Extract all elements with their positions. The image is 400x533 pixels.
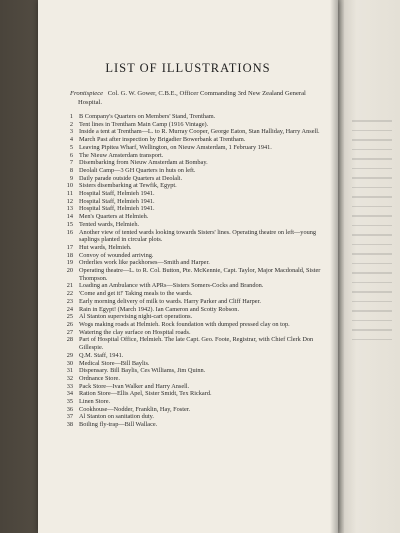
list-item-number: 18 bbox=[66, 251, 73, 259]
list-item-text: Ration Store—Ellis Apel, Sister Smidt, Tex Rickard. bbox=[79, 390, 212, 398]
list-item-number: 35 bbox=[66, 398, 73, 406]
list-item-number: 34 bbox=[66, 390, 73, 398]
list-item-number: 20 bbox=[66, 267, 73, 275]
list-item bbox=[62, 406, 324, 414]
list-item-text: Hut wards, Helmieh. bbox=[79, 243, 132, 251]
list-item bbox=[62, 205, 324, 213]
list-item-text: Linen Store. bbox=[79, 398, 111, 406]
list-item bbox=[62, 290, 324, 298]
list-item-number: 31 bbox=[66, 367, 73, 375]
list-item-number: 2 bbox=[69, 120, 73, 128]
list-item bbox=[62, 121, 324, 129]
list-item-number: 21 bbox=[66, 282, 73, 290]
list-item-number: 19 bbox=[66, 259, 73, 267]
list-item-text: Operating theatre—L. to R. Col. Button, Pte. McKennie, Capt. Taylor, Major Macdonald, Sister Thompson. bbox=[79, 267, 321, 282]
list-item-text: Loading an Ambulance with APRs—Sisters Somers-Cocks and Brandon. bbox=[79, 282, 264, 290]
list-item bbox=[62, 298, 324, 306]
frontispiece-label: Frontispiece bbox=[70, 90, 104, 97]
list-item-number: 33 bbox=[66, 382, 73, 390]
frontispiece-entry bbox=[70, 89, 323, 107]
list-item-number: 12 bbox=[66, 197, 73, 205]
list-item bbox=[62, 175, 324, 183]
list-item-text: March Past after inspection by Brigadier Bowerbank at Trentham. bbox=[79, 136, 246, 144]
list-item-number: 7 bbox=[69, 159, 73, 167]
list-item bbox=[62, 383, 324, 391]
list-item-number: 36 bbox=[66, 405, 73, 413]
list-item-text: Inside a tent at Trentham—L. to R. Murray Cooper, George Eaton, Stan Halliday, Harry Ansell. bbox=[79, 128, 320, 136]
list-item-number: 25 bbox=[66, 313, 73, 321]
list-item-text: Medical Store—Bill Baylis. bbox=[79, 359, 150, 367]
list-item-text: Part of Hospital Office, Helmieh. The late Capt. Geo. Foote, Registrar, with Chief Clerk Don Gillespie. bbox=[79, 336, 314, 352]
list-item bbox=[62, 144, 324, 152]
list-item bbox=[62, 113, 324, 121]
list-item-number: 24 bbox=[66, 305, 73, 313]
list-item-number: 27 bbox=[66, 328, 73, 336]
page-title: LIST OF ILLUSTRATIONS bbox=[105, 61, 271, 75]
list-item bbox=[62, 421, 324, 429]
list-item-number: 11 bbox=[66, 190, 73, 198]
list-item-number: 16 bbox=[66, 228, 73, 236]
list-item-text: Early morning delivery of milk to wards. Harry Parker and Cliff Harper. bbox=[79, 297, 261, 305]
list-item bbox=[62, 282, 324, 290]
page-gutter bbox=[330, 0, 344, 533]
list-item bbox=[62, 390, 324, 398]
list-item-text: Tented wards, Helmieh. bbox=[79, 220, 140, 228]
list-item-text: Watering the clay surface on Hospital roads. bbox=[79, 328, 191, 336]
list-item-text: Wogs making roads at Helmieh. Rock foundation with dumped pressed clay on top. bbox=[79, 320, 290, 328]
list-item-number: 26 bbox=[66, 320, 73, 328]
list-item-text: Al Stanton on sanitation duty. bbox=[79, 413, 154, 421]
list-item-text: Deolali Camp—3 GH Quarters in huts on left. bbox=[79, 166, 196, 174]
bleed-through-text bbox=[352, 120, 392, 380]
list-item-number: 15 bbox=[66, 220, 73, 228]
list-item-text: Sisters disembarking at Tewfik, Egypt. bbox=[79, 182, 177, 190]
list-item bbox=[62, 182, 324, 190]
list-item bbox=[62, 229, 324, 244]
illustrations-list bbox=[62, 113, 324, 429]
list-item-number: 10 bbox=[66, 182, 73, 190]
list-item bbox=[62, 136, 324, 144]
list-item-text: Hospital Staff, Helmieh 1941. bbox=[79, 205, 155, 213]
list-item-number: 32 bbox=[66, 374, 73, 382]
list-item bbox=[62, 413, 324, 421]
list-item-text: Hospital Staff, Helmieh 1941. bbox=[79, 197, 155, 205]
list-item bbox=[62, 198, 324, 206]
list-item-number: 3 bbox=[69, 128, 73, 136]
list-item-text: Q.M. Staff, 1941. bbox=[79, 351, 124, 359]
list-item-number: 5 bbox=[69, 143, 73, 151]
list-item bbox=[62, 221, 324, 229]
list-item-text: Al Stanton supervising night-cart operations. bbox=[79, 313, 193, 321]
list-item-number: 17 bbox=[66, 243, 73, 251]
list-item-text: Another view of tented wards looking towards Sisters' lines. Operating theatre on left—young saplings planted in circular plots. bbox=[79, 228, 317, 244]
list-item-text: Rain in Egypt! (March 1942). Ian Cameron and Scotty Robson. bbox=[79, 305, 240, 313]
list-item-number: 22 bbox=[66, 290, 73, 298]
list-item-number: 30 bbox=[66, 359, 73, 367]
list-item-text: Men's Quarters at Helmieh. bbox=[79, 213, 149, 221]
list-item bbox=[62, 167, 324, 175]
list-item bbox=[62, 306, 324, 314]
list-item bbox=[62, 252, 324, 260]
list-item-number: 8 bbox=[69, 166, 73, 174]
list-item bbox=[62, 367, 324, 375]
list-item bbox=[62, 321, 324, 329]
list-item-text: Cookhouse—Nodder, Franklin, Hay, Foster. bbox=[79, 405, 191, 413]
list-item-text: Dispensary. Bill Baylis, Ces Williams, Jim Quinn. bbox=[79, 367, 206, 375]
list-item-number: 23 bbox=[66, 297, 73, 305]
list-item-text: 'Come and get it!' Taking meals to the wards. bbox=[79, 290, 193, 298]
list-item bbox=[62, 336, 324, 351]
list-item-text: B Company's Quarters on Members' Stand, Trentham. bbox=[79, 113, 216, 120]
list-item bbox=[62, 152, 324, 160]
list-item-text: Tent lines in Trentham Main Camp (1916 Vintage). bbox=[79, 120, 209, 128]
list-item bbox=[62, 267, 324, 282]
list-item-text: Disembarking from Nieuw Amsterdam at Bombay. bbox=[79, 159, 208, 167]
list-item bbox=[62, 159, 324, 167]
frontispiece-text: Col. G. W. Gower, C.B.E., Officer Commanding 3rd New Zealand General Hospital. bbox=[78, 90, 306, 106]
list-item-text: Daily parade outside Quarters at Deolali. bbox=[79, 174, 183, 182]
list-item bbox=[62, 360, 324, 368]
list-item-text: The Nieuw Amsterdam transport. bbox=[79, 151, 164, 159]
list-item bbox=[62, 398, 324, 406]
list-item-text: Ordnance Store. bbox=[79, 374, 120, 382]
list-item bbox=[62, 259, 324, 267]
list-item-number: 29 bbox=[66, 351, 73, 359]
list-item-number: 13 bbox=[66, 205, 73, 213]
list-item bbox=[62, 352, 324, 360]
list-item-text: Boiling fly-trap—Bill Wallace. bbox=[79, 421, 158, 429]
list-item-text: Pack Store—Ivan Walker and Harry Ansell. bbox=[79, 382, 190, 390]
list-item bbox=[62, 128, 324, 136]
list-item bbox=[62, 244, 324, 252]
list-item-number: 37 bbox=[66, 413, 73, 421]
list-item-text: Convoy of wounded arriving. bbox=[79, 251, 154, 259]
list-item bbox=[62, 213, 324, 221]
list-item bbox=[62, 313, 324, 321]
list-item-number: 9 bbox=[69, 174, 73, 182]
list-item-number: 28 bbox=[66, 336, 73, 344]
list-item-text: Orderlies work like packhorses—Smith and Harper. bbox=[79, 259, 210, 267]
list-item bbox=[62, 375, 324, 383]
list-item bbox=[62, 329, 324, 337]
list-item-text: Leaving Pipitea Wharf, Wellington, on Nieuw Amsterdam, 1 February 1941. bbox=[79, 143, 272, 151]
list-item-number: 6 bbox=[69, 151, 73, 159]
list-item-number: 1 bbox=[69, 113, 73, 120]
list-item-number: 38 bbox=[66, 421, 73, 429]
list-item-number: 4 bbox=[69, 136, 73, 144]
list-item-number: 14 bbox=[66, 213, 73, 221]
list-item-text: Hospital Staff, Helmieh 1941. bbox=[79, 190, 155, 198]
list-item bbox=[62, 190, 324, 198]
